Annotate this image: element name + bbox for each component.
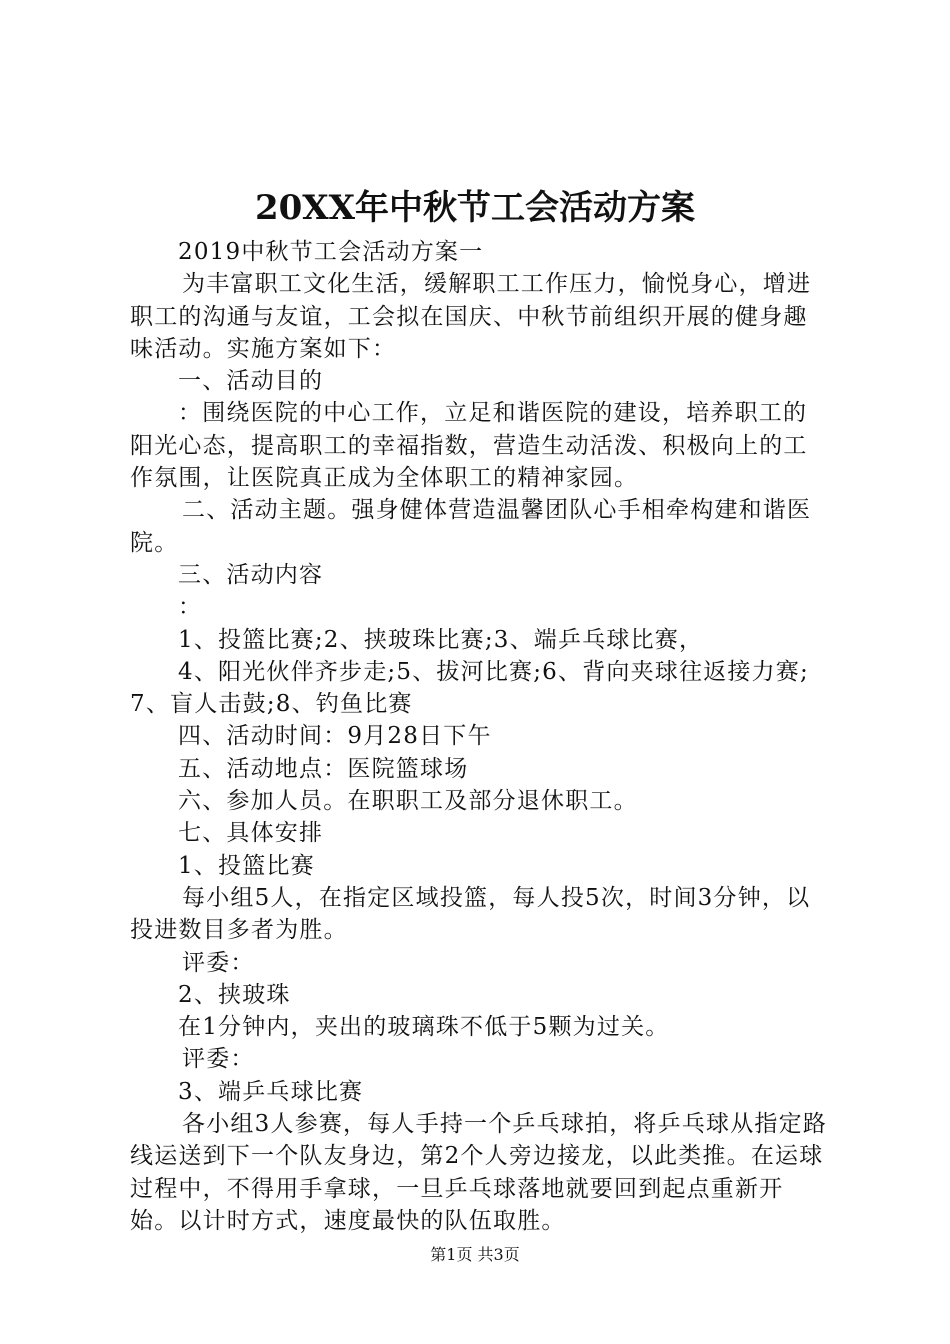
paragraph-marbles: 在1分钟内，夹出的玻璃珠不低于5颗为过关。 (178, 1014, 670, 1041)
paragraph-location: 五、活动地点：医院篮球场 (178, 755, 469, 782)
paragraph-colon: ： (178, 594, 203, 621)
paragraph-theme: 二、活动主题。强身健体营造温馨团队心手相牵构建和谐医院。 (130, 497, 812, 556)
list-events-1: 1、投篮比赛;2、挟玻珠比赛;3、端乒乓球比赛， (178, 626, 704, 653)
list-events-2: 4、阳光伙伴齐步走;5、拔河比赛;6、背向夹球往返接力赛;7、盲人击鼓;8、钓鱼比赛 (130, 658, 809, 718)
document-title: 20XX年中秋节工会活动方案 (254, 188, 696, 228)
paragraph-pingpong: 各小组3人参赛，每人手持一个乒乓球拍，将乒乓球从指定路线运送到下一个队友身边，第2个人旁边接龙，以此类推。在运球过程中，不得用手拿球，一旦乒乓球落地就要回到起点重新开始。以计时方式，速度最快的队伍取胜。 (130, 1111, 828, 1234)
heading-pingpong: 3、端乒乓球比赛 (178, 1078, 364, 1105)
paragraph-intro: 为丰富职工文化生活，缓解职工工作压力，愉悦身心，增进职工的沟通与友谊，工会拟在国庆、中秋节前组织开展的健身趣味活动。实施方案如下： (130, 271, 812, 362)
paragraph-basketball: 每小组5人，在指定区域投篮，每人投5次，时间3分钟，以投进数目多者为胜。 (130, 884, 811, 944)
judges-label-1: 评委： (182, 949, 255, 976)
heading-arrangement: 七、具体安排 (178, 820, 324, 847)
heading-marbles: 2、挟玻珠 (178, 981, 291, 1008)
heading-content: 三、活动内容 (178, 561, 324, 588)
heading-basketball: 1、投篮比赛 (178, 852, 315, 879)
heading-purpose: 一、活动目的 (178, 368, 324, 395)
paragraph-purpose: ：围绕医院的中心工作，立足和谐医院的建设，培养职工的阳光心态，提高职工的幸福指数，营造生动活泼、积极向上的工作氛围，让医院真正成为全体职工的精神家园。 (130, 400, 808, 492)
paragraph-subtitle: 2019中秋节工会活动方案一 (178, 239, 484, 265)
document-body (130, 236, 830, 1237)
paragraph-time: 四、活动时间：9月28日下午 (178, 723, 492, 750)
judges-label-2: 评委： (182, 1046, 255, 1073)
page-footer: 第1页 共3页 (430, 1245, 520, 1264)
paragraph-participants: 六、参加人员。在职职工及部分退休职工。 (178, 788, 638, 815)
